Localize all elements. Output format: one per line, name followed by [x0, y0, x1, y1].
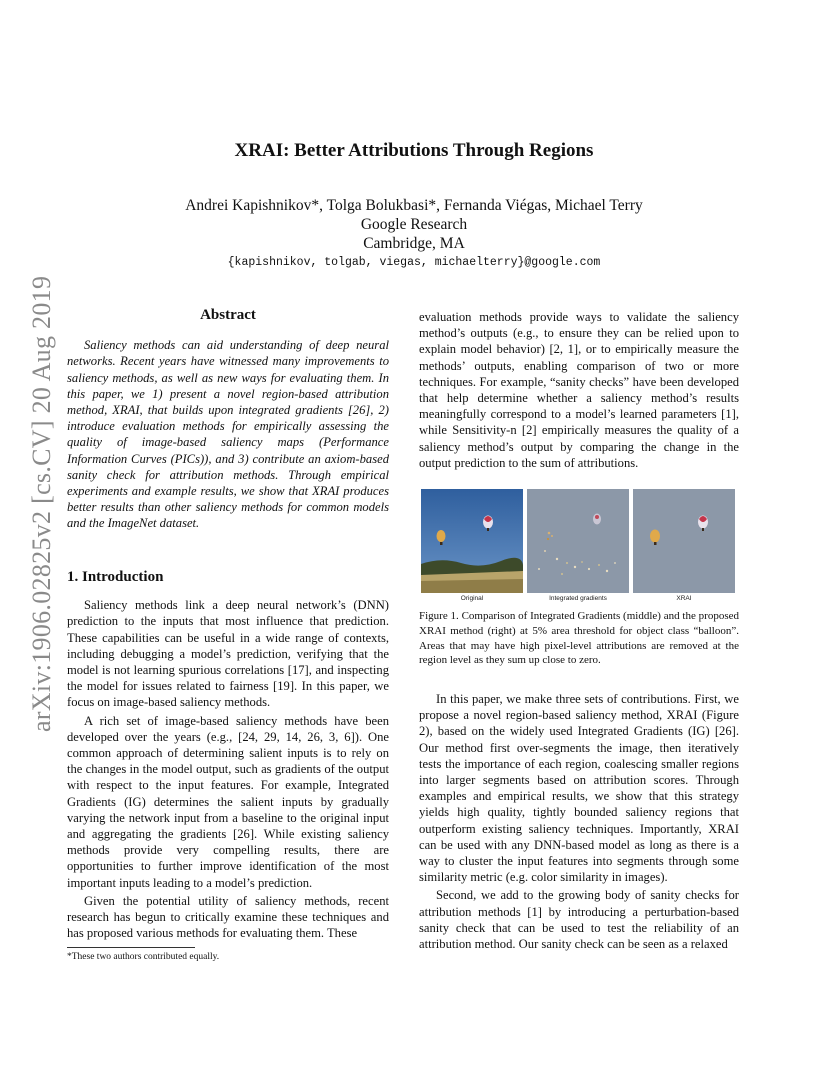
figure-label-integrated-gradients: Integrated gradients: [549, 595, 607, 602]
abstract-block: [67, 307, 389, 532]
figure-1: [421, 489, 735, 605]
authors: Andrei Kapishnikov*, Tolga Bolukbasi*, Fernanda Viégas, Michael Terry: [185, 197, 643, 214]
intro-paragraph-3: Given the potential utility of saliency methods, recent research has begun to critically examine these techniques and has proposed various methods for evaluating them. These: [67, 893, 389, 941]
abstract-heading: Abstract: [200, 307, 256, 323]
contributions-paragraph-1: In this paper, we make three sets of contributions. First, we propose a novel region-based saliency method, XRAI (Figure 2), based on the widely used Integrated Gradients (IG) [26]. Our method first over-segments the image, then iteratively tests the importance of each region, coalescing smaller regions into larger segments based on attribution scores. Through examples and empirical results, we show that this strategy yields high quality, tightly bounded saliency regions that outperform existing saliency techniques. Importantly, XRAI can be used with any DNN-based model as long as there is a way to cluster the input features into segments through some similarity metric (e.g. color similarity in images).: [419, 692, 739, 885]
figure-caption: Figure 1. Comparison of Integrated Gradients (middle) and the proposed XRAI method (right) at 5% area threshold for object class “balloon”. Areas that may have high pixel-level attributions are removed at the region level as they sum up close to zero.: [419, 610, 739, 667]
figure-panel-xrai: [633, 489, 735, 593]
affiliation: Google Research: [360, 216, 468, 233]
figure-panel-integrated-gradients: [527, 489, 629, 593]
abstract-text: Saliency methods can aid understanding of deep neural networks. Recent years have witnessed many improvements to saliency methods, as well as new ways for evaluating them. In this paper, we 1) present a novel region-based attribution method, XRAI, that builds upon integrated gradients [26], 2) introduce evaluation methods for empirically assessing the quality of image-based saliency maps (Performance Information Curves (PICs)), and 3) contribute an axiom-based sanity check for attribution methods. Through empirical experiments and example results, we show that XRAI produces better results than other saliency methods for common models and the ImageNet dataset.: [67, 338, 389, 531]
figure-label-xrai: XRAI: [676, 595, 692, 602]
right-top-paragraph: evaluation methods provide ways to validate the saliency method’s outputs (e.g., to ensure they can be relied upon to explain model behavior) [2, 1], or to empirically measure the methods’ outputs, enabling comparison of two or more techniques. For example, “sanity checks” have been developed that help determine whether a saliency method’s results meaningfully correspond to a model’s learned parameters [1], while Sensitivity-n [2] empirically measures the quality of a saliency method’s output by comparing the change in the output prediction to the sum of attributions.: [419, 310, 739, 470]
intro-paragraph-1: Saliency methods link a deep neural network’s (DNN) prediction to the inputs that most influence that prediction. These capabilities can be useful in a wide range of contexts, including debugging a model’s prediction, verifying that the model is not learning spurious correlations [17], and inspecting the model for issues related to fairness [19]. In this paper, we focus on image-based saliency methods.: [67, 598, 389, 710]
contributions-paragraph-2: Second, we add to the growing body of sanity checks for attribution methods [1] by introducing a perturbation-based sanity check that can be used to test the reliability of an attribution method. Our sanity check can be seen as a relaxed: [419, 888, 739, 952]
section-heading-introduction: 1. Introduction: [67, 569, 164, 585]
figure-label-original: Original: [460, 595, 484, 602]
xrai-image: [633, 489, 735, 593]
author-emails: {kapishnikov, tolgab, viegas, michaelterry}@google.com: [227, 256, 601, 269]
original-image: [421, 489, 523, 593]
footnote: *These two authors contributed equally.: [67, 952, 220, 962]
introduction-block: [67, 569, 389, 941]
paper-title: XRAI: Better Attributions Through Regions: [234, 140, 594, 161]
author-block: [0, 196, 828, 253]
location: Cambridge, MA: [363, 235, 465, 252]
intro-paragraph-2: A rich set of image-based saliency methods have been developed over the years (e.g., [24, 29, 14, 26, 3, 6]). One common approach of determining salient inputs is to rely on the changes in the model output, such as gradients of the output with respect to the input features. For example, Integrated Gradients (IG) determines the salient inputs by gradually varying the network input from a baseline to the original input and aggregating the gradients [26]. While existing saliency methods provide very compelling results, there are opportunities to further improve identification of the most important inputs leading to a model’s prediction.: [67, 713, 389, 890]
figure-panel-original: [421, 489, 523, 593]
footnote-rule: [67, 947, 195, 948]
integrated-gradients-image: [527, 489, 629, 593]
arxiv-identifier: arXiv:1906.02825v2 [cs.CV] 20 Aug 2019: [27, 275, 56, 732]
contributions-block: [419, 691, 739, 952]
